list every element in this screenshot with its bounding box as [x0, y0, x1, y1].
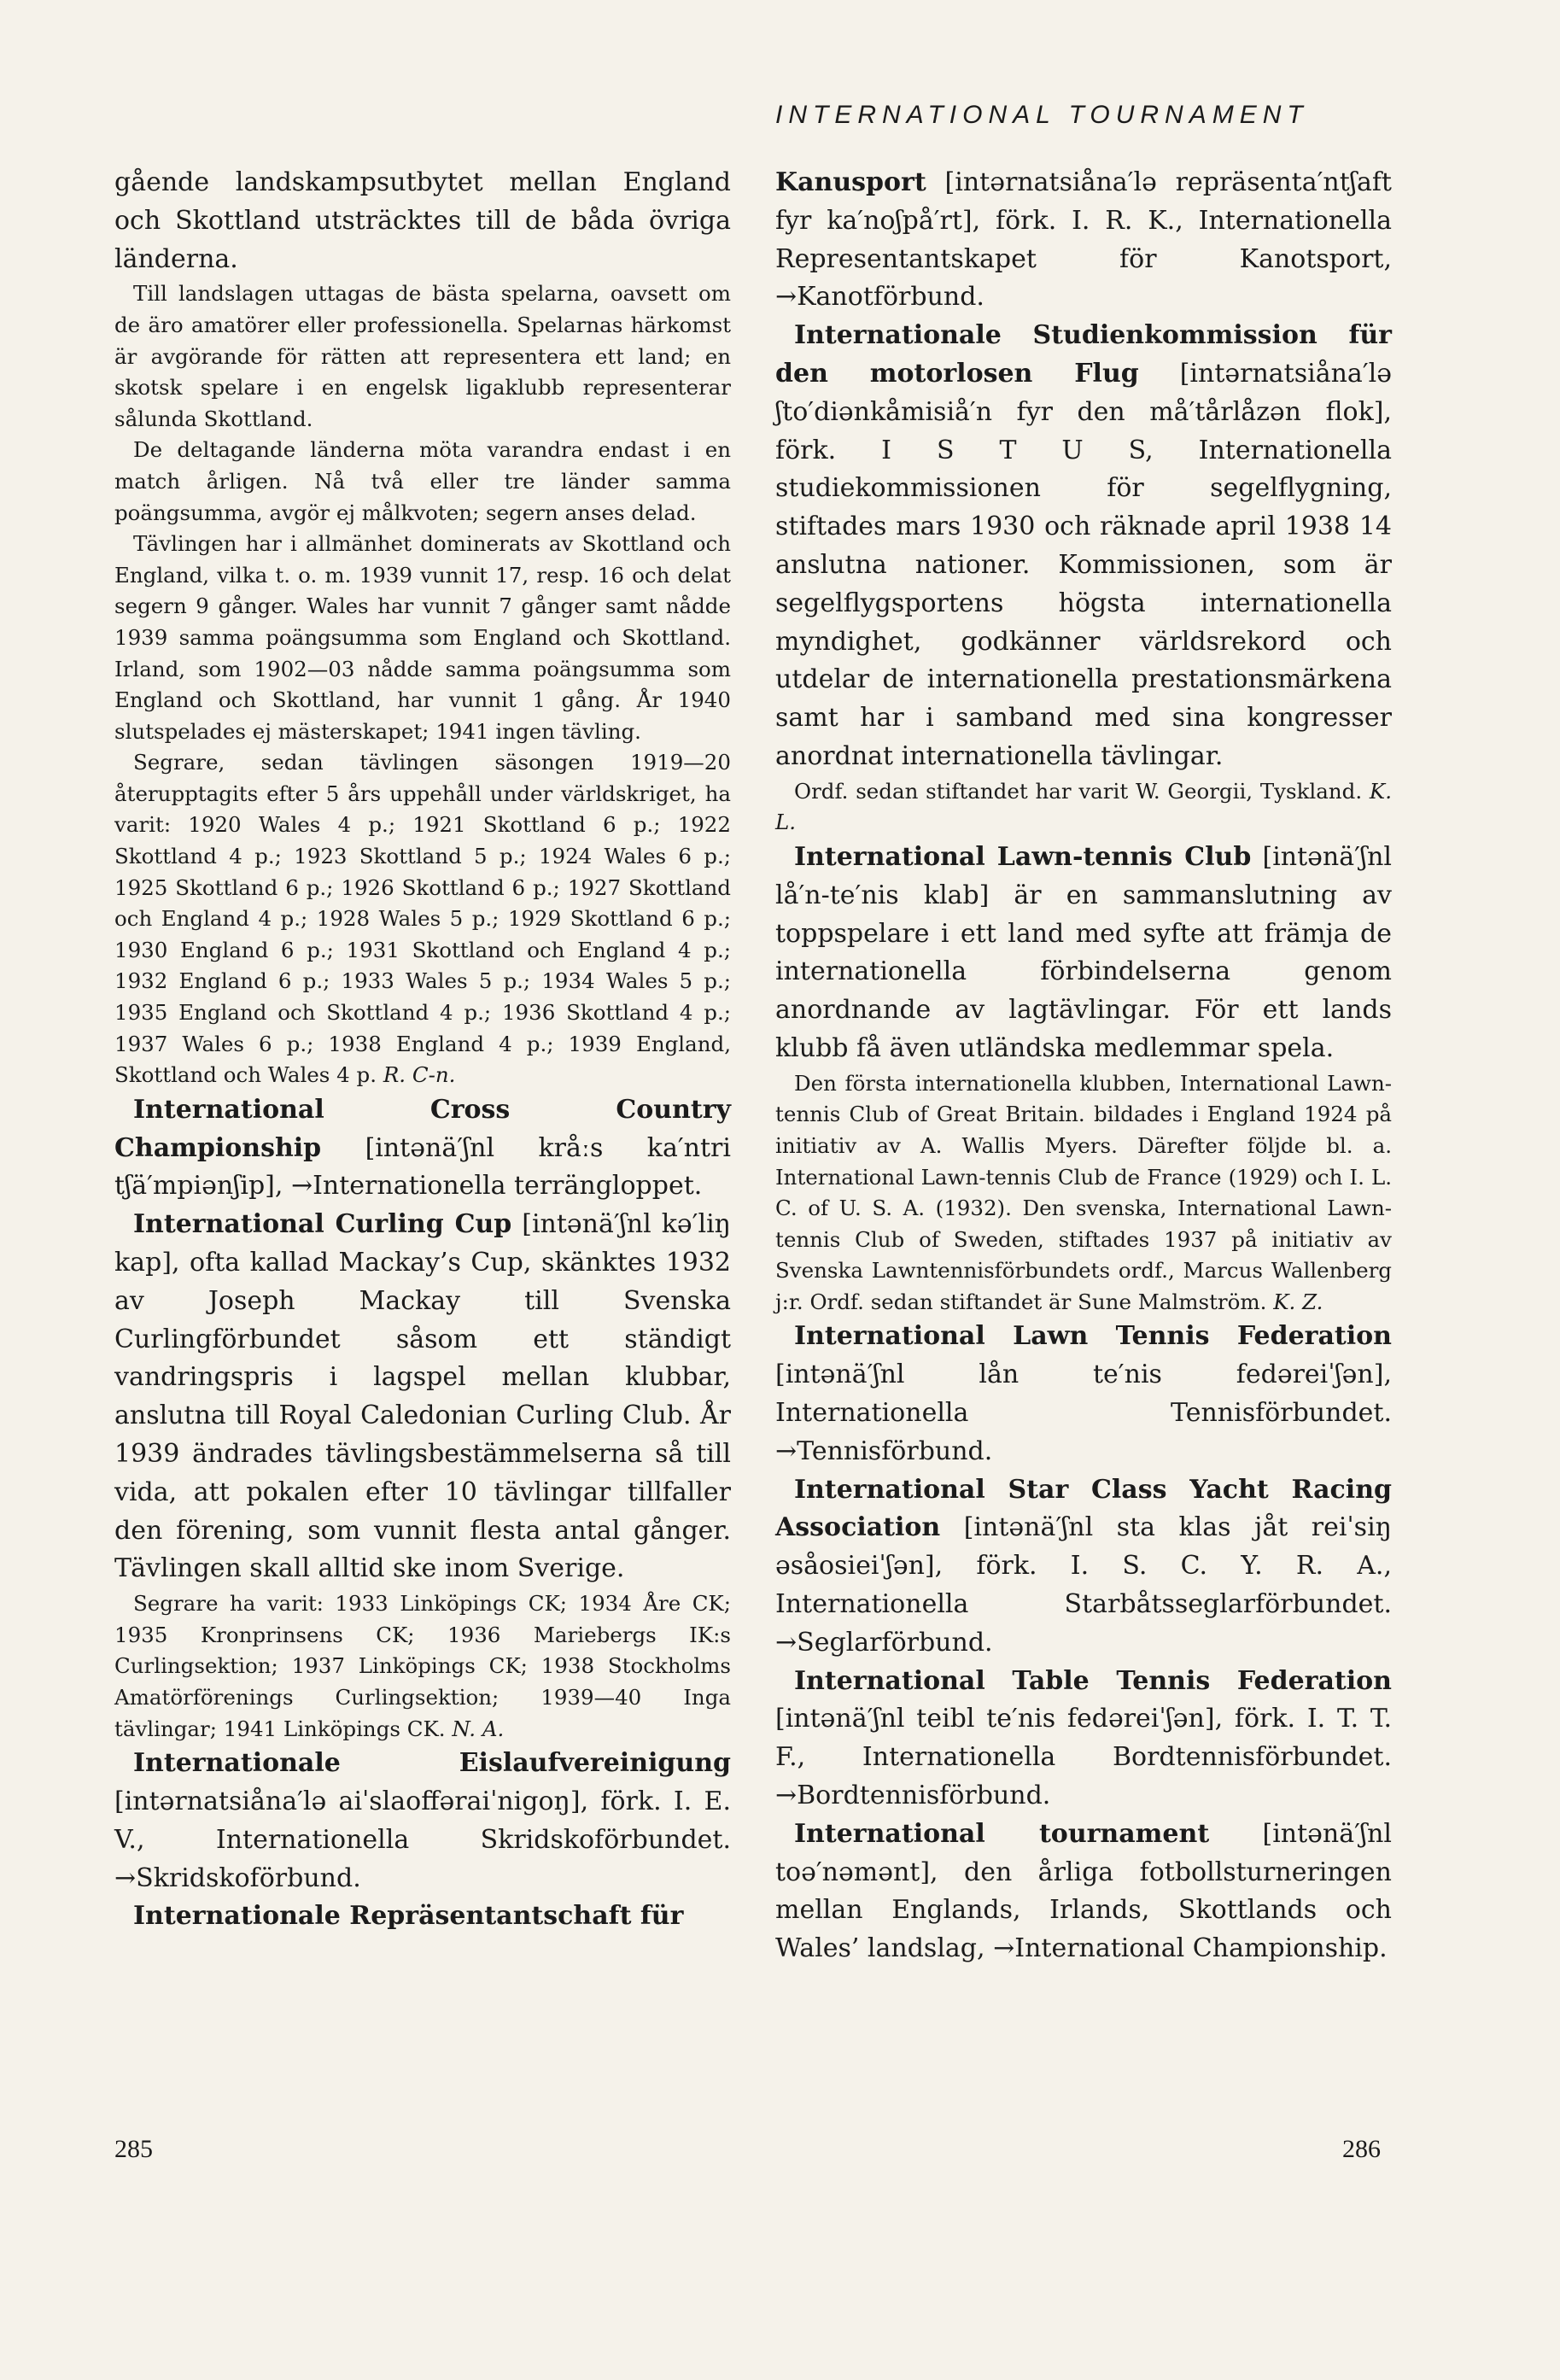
entry-body: [intənä′ʃnl kråːs ka′ntri tʃä′mpiənʃip], →Internationella terrängloppet. — [114, 1132, 731, 1202]
entry-table-tennis — [775, 1663, 1392, 1816]
entry-repraesentantschaft-cont — [775, 164, 1392, 317]
small-paragraph — [775, 776, 1392, 839]
entry-body: [intənä′ʃnl teibl te′nis fedəreiˈʃən], förk. I. T. T. F., Internationella Bordtennisförbundet. →Bordtennisförbund. — [775, 1704, 1392, 1811]
right-column — [775, 164, 1392, 1968]
entry-cross-country — [114, 1091, 731, 1206]
author-signature: R. C-n. — [383, 1062, 456, 1088]
entry-eislauf — [114, 1745, 731, 1898]
entry-body: [intənä′ʃnl lån te′nis fedəreiˈʃən], Internationella Tennisförbundet. →Tennisförbund. — [775, 1360, 1392, 1466]
author-signature: N. A. — [452, 1716, 505, 1741]
headword: International Curling Cup — [133, 1209, 512, 1240]
headword: International Lawn Tennis Federation — [794, 1321, 1392, 1352]
small-paragraph: De deltagande länderna möta varandra endast i en match årligen. Nå två eller tre länder samma poängsumma, avgör ej målkvoten; segern anses delad. — [114, 437, 731, 525]
author-signature: K. L. — [775, 778, 1392, 835]
winners-list: Segrare ha varit: 1933 Linköpings CK; 1934 Åre CK; 1935 Kronprinsens CK; 1936 Mariebergs IK:s Curlingsektion; 1937 Linköpings CK; 1938 Stockholms Amatörförenings Curlingsektion; 1939—40 Inga tävlingar; 1941 Linköpings CK. — [114, 1591, 731, 1741]
entry-body: [intənä′ʃnl toə′nəmənt], den årliga fotbollsturneringen mellan Englands, Irlands, Skottlands och Wales’ landslag, →International Championship. — [775, 1818, 1392, 1964]
page-number-right: 286 — [1342, 2135, 1381, 2163]
entry-body: [intərnatsiåna′lə aiˈslaoffəraiˈnigoŋ], förk. I. E. V., Internationella Skridskoförbundet. →Skridskoförbund. — [114, 1786, 731, 1893]
entry-tournament — [775, 1816, 1392, 1968]
headword: International tournament — [794, 1818, 1210, 1849]
note-text: Den första internationella klubben, International Lawn-tennis Club of Great Britain. bildades i England 1924 på initiativ av A. Wallis Myers. Därefter följde bl. a. International Lawn-tennis Club de France (1929) och I. L. C. of U. S. A. (1932). Den svenska, International Lawn-tennis Club of Sweden, stiftades 1937 på initiativ av Svenska Lawntennisförbundets ordf., Marcus Wallenberg j:r. Ordf. sedan stiftandet är Sune Malmström. — [775, 1070, 1392, 1314]
paragraph-continuation: gående landskampsutbytet mellan England och Skottland utsträcktes till de båda övriga länderna. — [114, 167, 731, 274]
entry-body: [intənä′ʃnl kə′liŋ kap], ofta kallad Mackay’s Cup, skänktes 1932 av Joseph Mackay till Svenska Curlingförbundet såsom ett ständigt vandringspris i lagspel mellan klubbar, anslutna till Royal Caledonian Curling Club. År 1939 ändrades tävlingsbestämmelserna så till vida, att pokalen efter 10 tävlingar tillfaller den förening, som vunnit flesta antal gånger. Tävlingen skall alltid ske inom Sverige. — [114, 1209, 731, 1584]
running-title: INTERNATIONAL TOURNAMENT — [775, 101, 1309, 129]
headword: Internationale Studienkommission für den motorlosen Flug — [775, 320, 1392, 389]
small-paragraph — [114, 747, 731, 1091]
entry-curling-cup — [114, 1206, 731, 1588]
entry-body: [intərnatsiåna′lə repräsenta′ntʃaft fyr ka′noʃpå′rt], förk. I. R. K., Internationella Representantskapet för Kanotsport, →Kanotförbund. — [775, 167, 1392, 313]
small-paragraph — [775, 1068, 1392, 1319]
author-signature: K. Z. — [1273, 1289, 1323, 1314]
note-text: Ordf. sedan stiftandet har varit W. Georgii, Tyskland. — [794, 778, 1363, 804]
entry-lawn-tennis-club — [775, 839, 1392, 1068]
headword: International Lawn-tennis Club — [794, 841, 1252, 872]
headword: Kanusport — [775, 167, 926, 197]
headword: International Cross Country Championship — [114, 1094, 731, 1163]
winners-list: Segrare, sedan tävlingen säsongen 1919—20 återupptagits efter 5 års uppehåll under världskriget, ha varit: 1920 Wales 4 p.; 1921 Skottland 6 p.; 1922 Skottland 4 p.; 1923 Skottland 5 p.; 1924 Wales 6 p.; 1925 Skottland 6 p.; 1926 Skottland 6 p.; 1927 Skottland och England 4 p.; 1928 Wales 5 p.; 1929 Skottland 6 p.; 1930 England 6 p.; 1931 Skottland och England 4 p.; 1932 England 6 p.; 1933 Wales 5 p.; 1934 Wales 5 p.; 1935 England och Skottland 4 p.; 1936 Skottland 4 p.; 1937 Wales 6 p.; 1938 England 4 p.; 1939 England, Skottland och Wales 4 p. — [114, 750, 731, 1088]
small-paragraph — [114, 1588, 731, 1745]
entry-body: [intənä′ʃnl lå′n-te′nis klab] är en sammanslutning av toppspelare i ett land med syfte att främja de internationella förbindelserna genom anordnande av lagtävlingar. För ett lands klubb få även utländska medlemmar spela. — [775, 841, 1392, 1063]
entry-lawn-tennis-federation — [775, 1318, 1392, 1471]
headword: Internationale Repräsentantschaft für — [133, 1901, 684, 1932]
headword: International Table Tennis Federation — [794, 1665, 1392, 1696]
entry-body: [intənä′ʃnl sta klas jåt reiˈsiŋ əsåosieiˈʃən], förk. I. S. C. Y. R. A., Internationella Starbåtsseglarförbundet. →Seglarförbund. — [775, 1512, 1392, 1658]
entry-studienkommission — [775, 317, 1392, 776]
headword: Internationale Eislaufvereinigung — [133, 1748, 731, 1779]
entry-body: [intərnatsiåna′lə ʃto′diənkåmisiå′n fyr den må′tårlåzən flok], förk. I S T U S, Internationella studiekommissionen för segelflygning, stiftades mars 1930 och räknade april 1938 14 anslutna nationer. Kommissionen, som är segelflygsportens högsta internationella myndighet, godkänner världsrekord och utdelar de internationella prestationsmärkena samt har i samband med sina kongresser anordnat internationella tävlingar. — [775, 358, 1392, 771]
page-number-left: 285 — [114, 2135, 153, 2163]
headword: International Star Class Yacht Racing Association — [775, 1474, 1392, 1543]
small-paragraph: Till landslagen uttagas de bästa spelarna, oavsett om de äro amatörer eller professionella. Spelarnas härkomst är avgörande för rätten att representera ett land; en skotsk spelare i en engelsk ligaklubb representerar sålunda Skottland. — [114, 281, 731, 431]
entry-repraesentantschaft-start — [114, 1898, 731, 1936]
entry-star-class — [775, 1471, 1392, 1663]
small-paragraph: Tävlingen har i allmänhet dominerats av Skottland och England, vilka t. o. m. 1939 vunnit 17, resp. 16 och delat segern 9 gånger. Wales har vunnit 7 gånger samt nådde 1939 samma poängsumma som England och Skottland. Irland, som 1902—03 nådde samma poängsumma som England och Skottland, har vunnit 1 gång. År 1940 slutspelades ej mästerskapet; 1941 ingen tävling. — [114, 531, 731, 744]
left-column — [114, 164, 731, 1936]
